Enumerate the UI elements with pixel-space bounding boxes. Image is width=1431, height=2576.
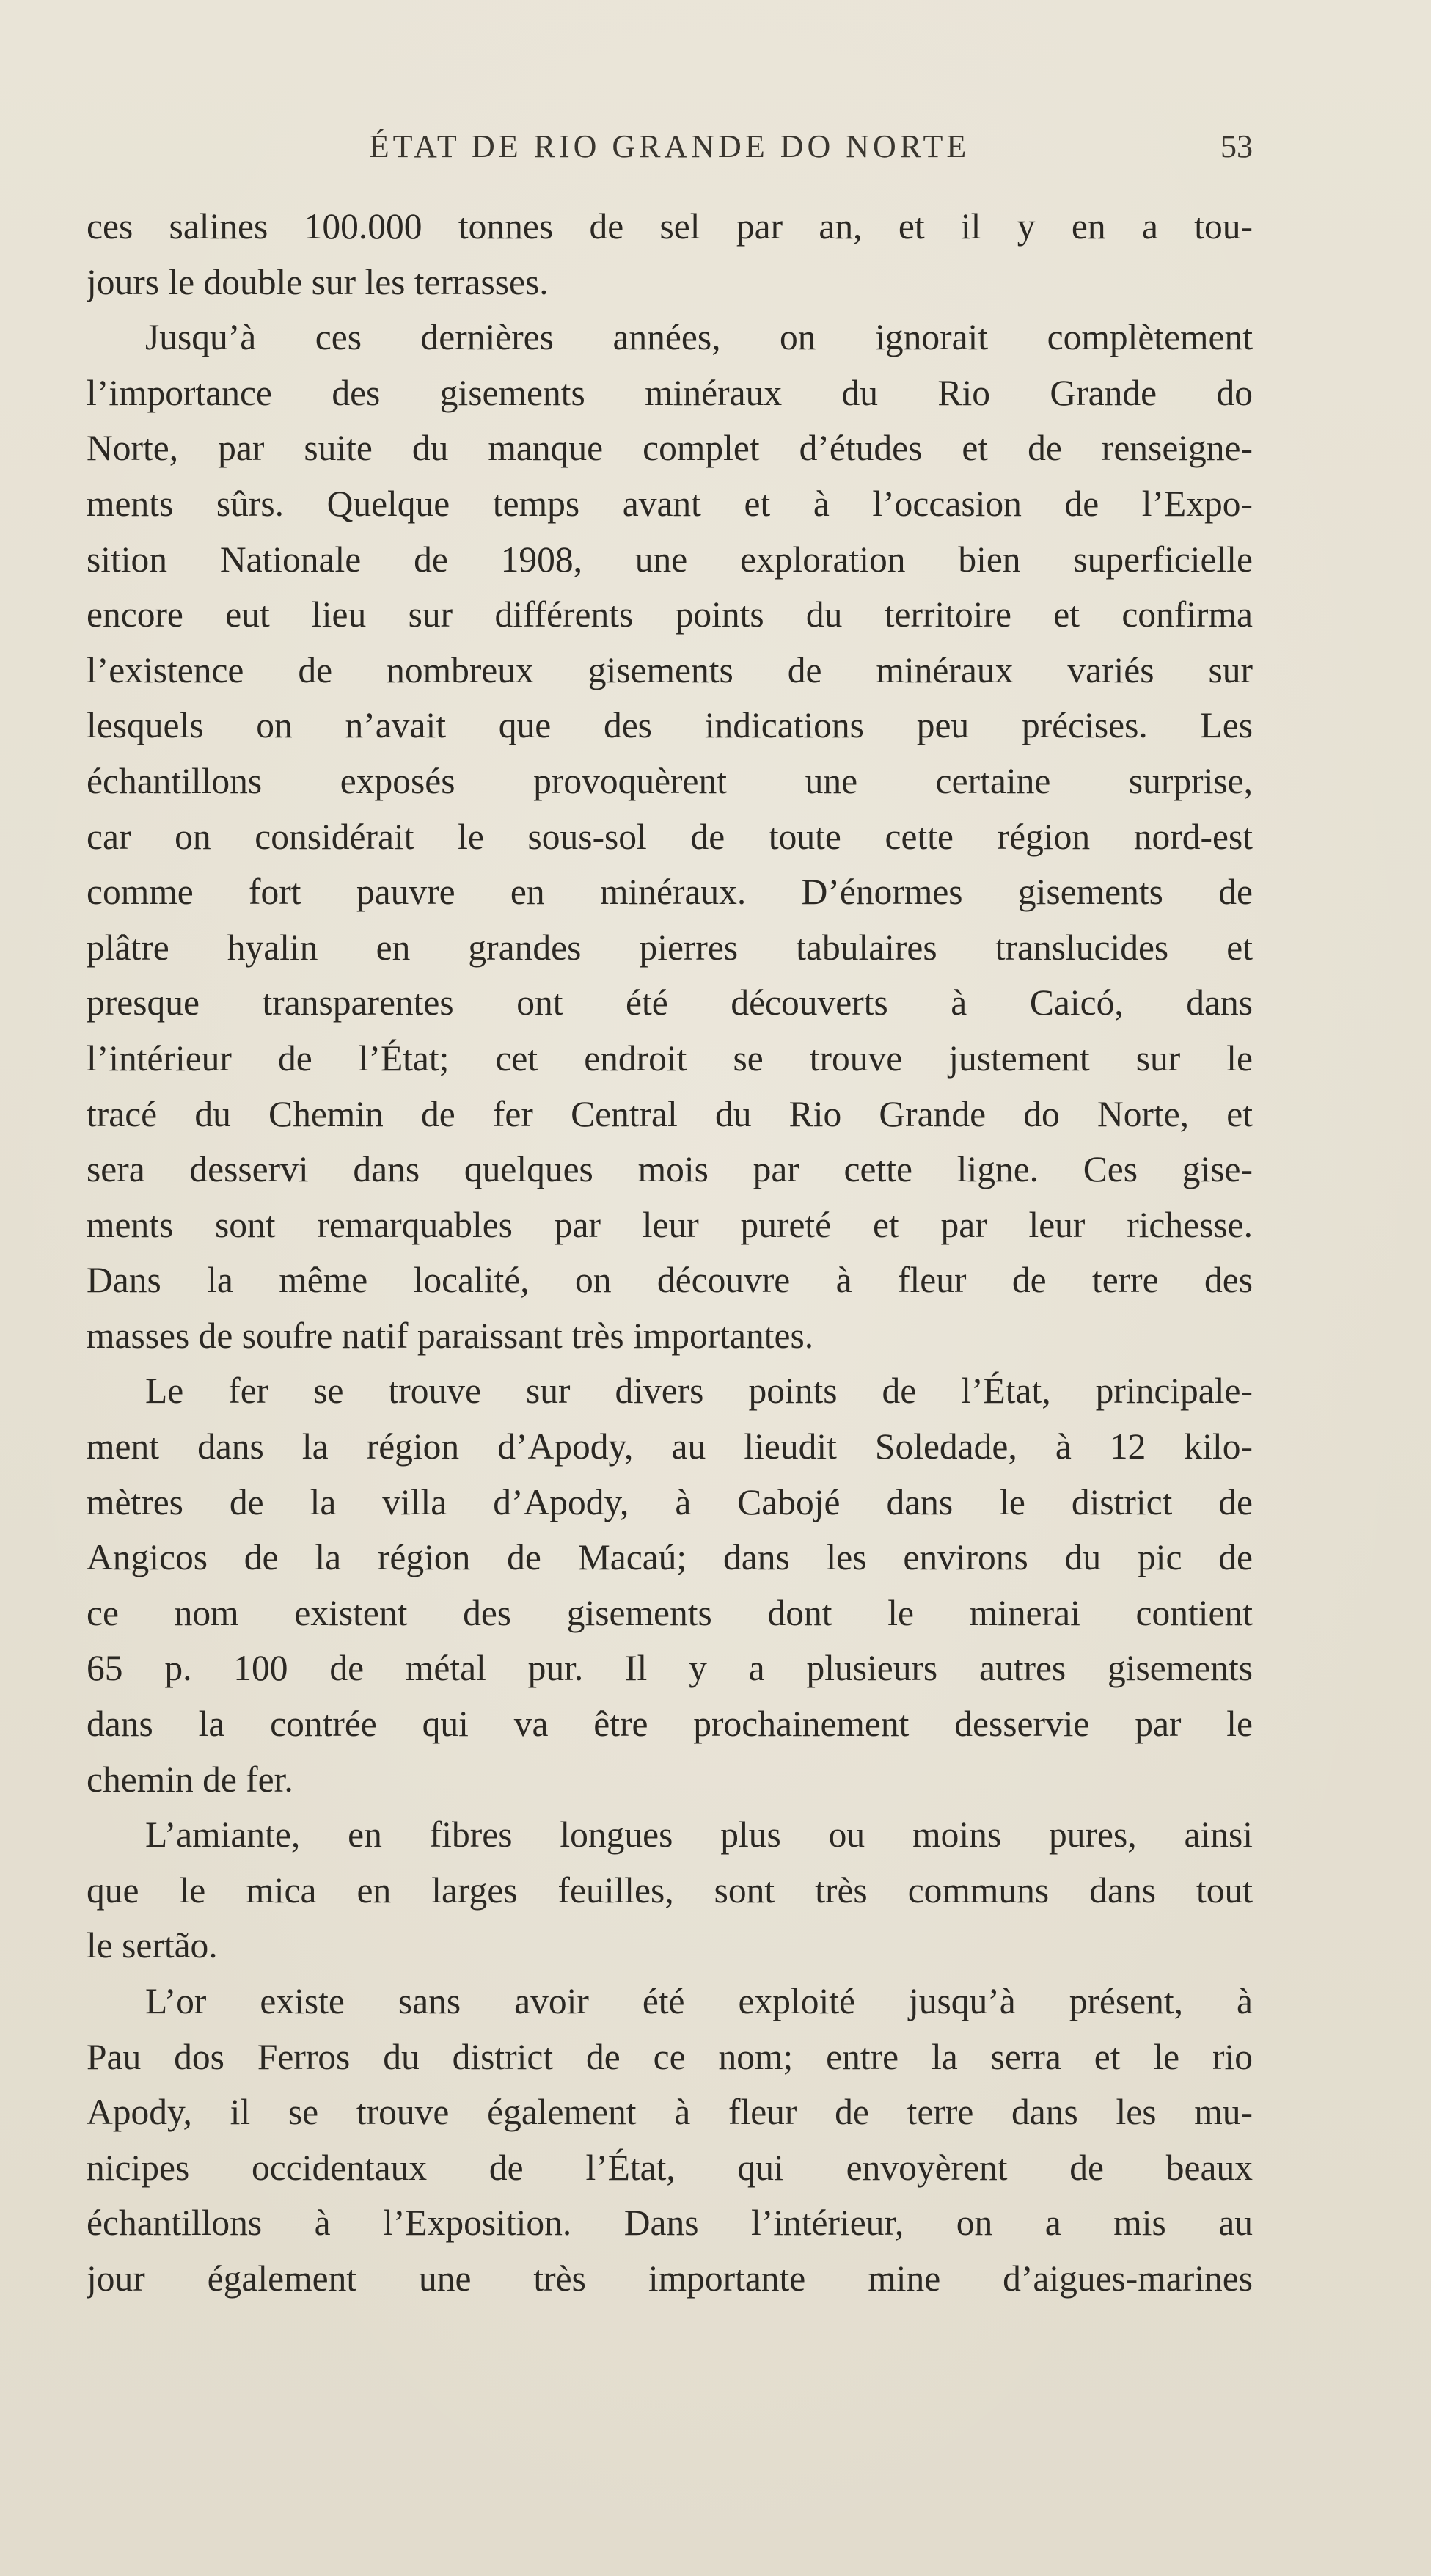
text-line: ments sont remarquables par leur pureté et par leur richesse.: [87, 1204, 1253, 1245]
text-line: plâtre hyalin en grandes pierres tabulaires translucides et: [87, 927, 1253, 968]
text-line: lesquels on n’avait que des indications peu précises. Les: [87, 705, 1253, 746]
text-line: ce nom existent des gisements dont le minerai contient: [87, 1592, 1253, 1633]
text-line: jours le double sur les terrasses.: [87, 261, 549, 302]
text-line: Dans la même localité, on découvre à fleur de terre des: [87, 1260, 1253, 1301]
text-line: Jusqu’à ces dernières années, on ignorait complètement: [145, 317, 1253, 358]
text-line: Angicos de la région de Macaú; dans les environs du pic de: [87, 1537, 1253, 1578]
text-line: Le fer se trouve sur divers points de l’État, principale-: [145, 1371, 1253, 1412]
text-line: L’or existe sans avoir été exploité jusqu’à présent, à: [145, 1981, 1253, 2021]
text-line: que le mica en larges feuilles, sont très communs dans tout: [87, 1869, 1253, 1911]
text-line: ments sûrs. Quelque temps avant et à l’occasion de l’Expo-: [87, 483, 1253, 524]
text-line: nicipes occidentaux de l’État, qui envoyèrent de beaux: [87, 2147, 1253, 2188]
text-line: l’existence de nombreux gisements de minéraux variés sur: [87, 649, 1253, 690]
text-line: l’importance des gisements minéraux du Rio Grande do: [87, 372, 1253, 413]
text-line: ment dans la région d’Apody, au lieudit Soledade, à 12 kilo-: [87, 1426, 1253, 1467]
text-line: sition Nationale de 1908, une exploration bien superficielle: [87, 539, 1253, 580]
text-line: car on considérait le sous-sol de toute cette région nord-est: [87, 816, 1253, 857]
text-line: sera desservi dans quelques mois par cette ligne. Ces gise-: [87, 1149, 1253, 1190]
text-line: presque transparentes ont été découverts à Caicó, dans: [87, 982, 1253, 1024]
text-line: l’intérieur de l’État; cet endroit se trouve justement sur le: [87, 1037, 1253, 1079]
running-title: ÉTAT DE RIO GRANDE DO NORTE: [369, 128, 970, 164]
text-line: masses de soufre natif paraissant très importantes.: [87, 1315, 814, 1356]
text-line: échantillons exposés provoquèrent une certaine surprise,: [87, 760, 1253, 801]
text-line: dans la contrée qui va être prochainement desservie par le: [87, 1704, 1253, 1745]
text-line: le sertão.: [87, 1925, 218, 1966]
running-head: [87, 125, 1253, 169]
page-number: 53: [1220, 128, 1253, 164]
text-line: L’amiante, en fibres longues plus ou moins pures, ainsi: [145, 1814, 1253, 1856]
text-line: tracé du Chemin de fer Central du Rio Grande do Norte, et: [87, 1093, 1253, 1134]
text-line: échantillons à l’Exposition. Dans l’intérieur, on a mis au: [87, 2203, 1253, 2244]
text-line: Apody, il se trouve également à fleur de terre dans les mu-: [87, 2092, 1253, 2133]
body-text: [87, 199, 1253, 2307]
text-line: jour également une très importante mine d’aigues-marines: [87, 2258, 1253, 2299]
text-line: Norte, par suite du manque complet d’études et de renseigne-: [87, 428, 1253, 469]
text-line: ces salines 100.000 tonnes de sel par an, et il y en a tou-: [87, 206, 1253, 247]
text-line: Pau dos Ferros du district de ce nom; entre la serra et le rio: [87, 2036, 1253, 2077]
text-line: comme fort pauvre en minéraux. D’énormes gisements de: [87, 872, 1253, 913]
text-line: 65 p. 100 de métal pur. Il y a plusieurs autres gisements: [87, 1648, 1253, 1689]
text-line: mètres de la villa d’Apody, à Cabojé dans le district de: [87, 1481, 1253, 1522]
text-line: encore eut lieu sur différents points du territoire et confirma: [87, 594, 1253, 635]
text-line: chemin de fer.: [87, 1759, 293, 1800]
